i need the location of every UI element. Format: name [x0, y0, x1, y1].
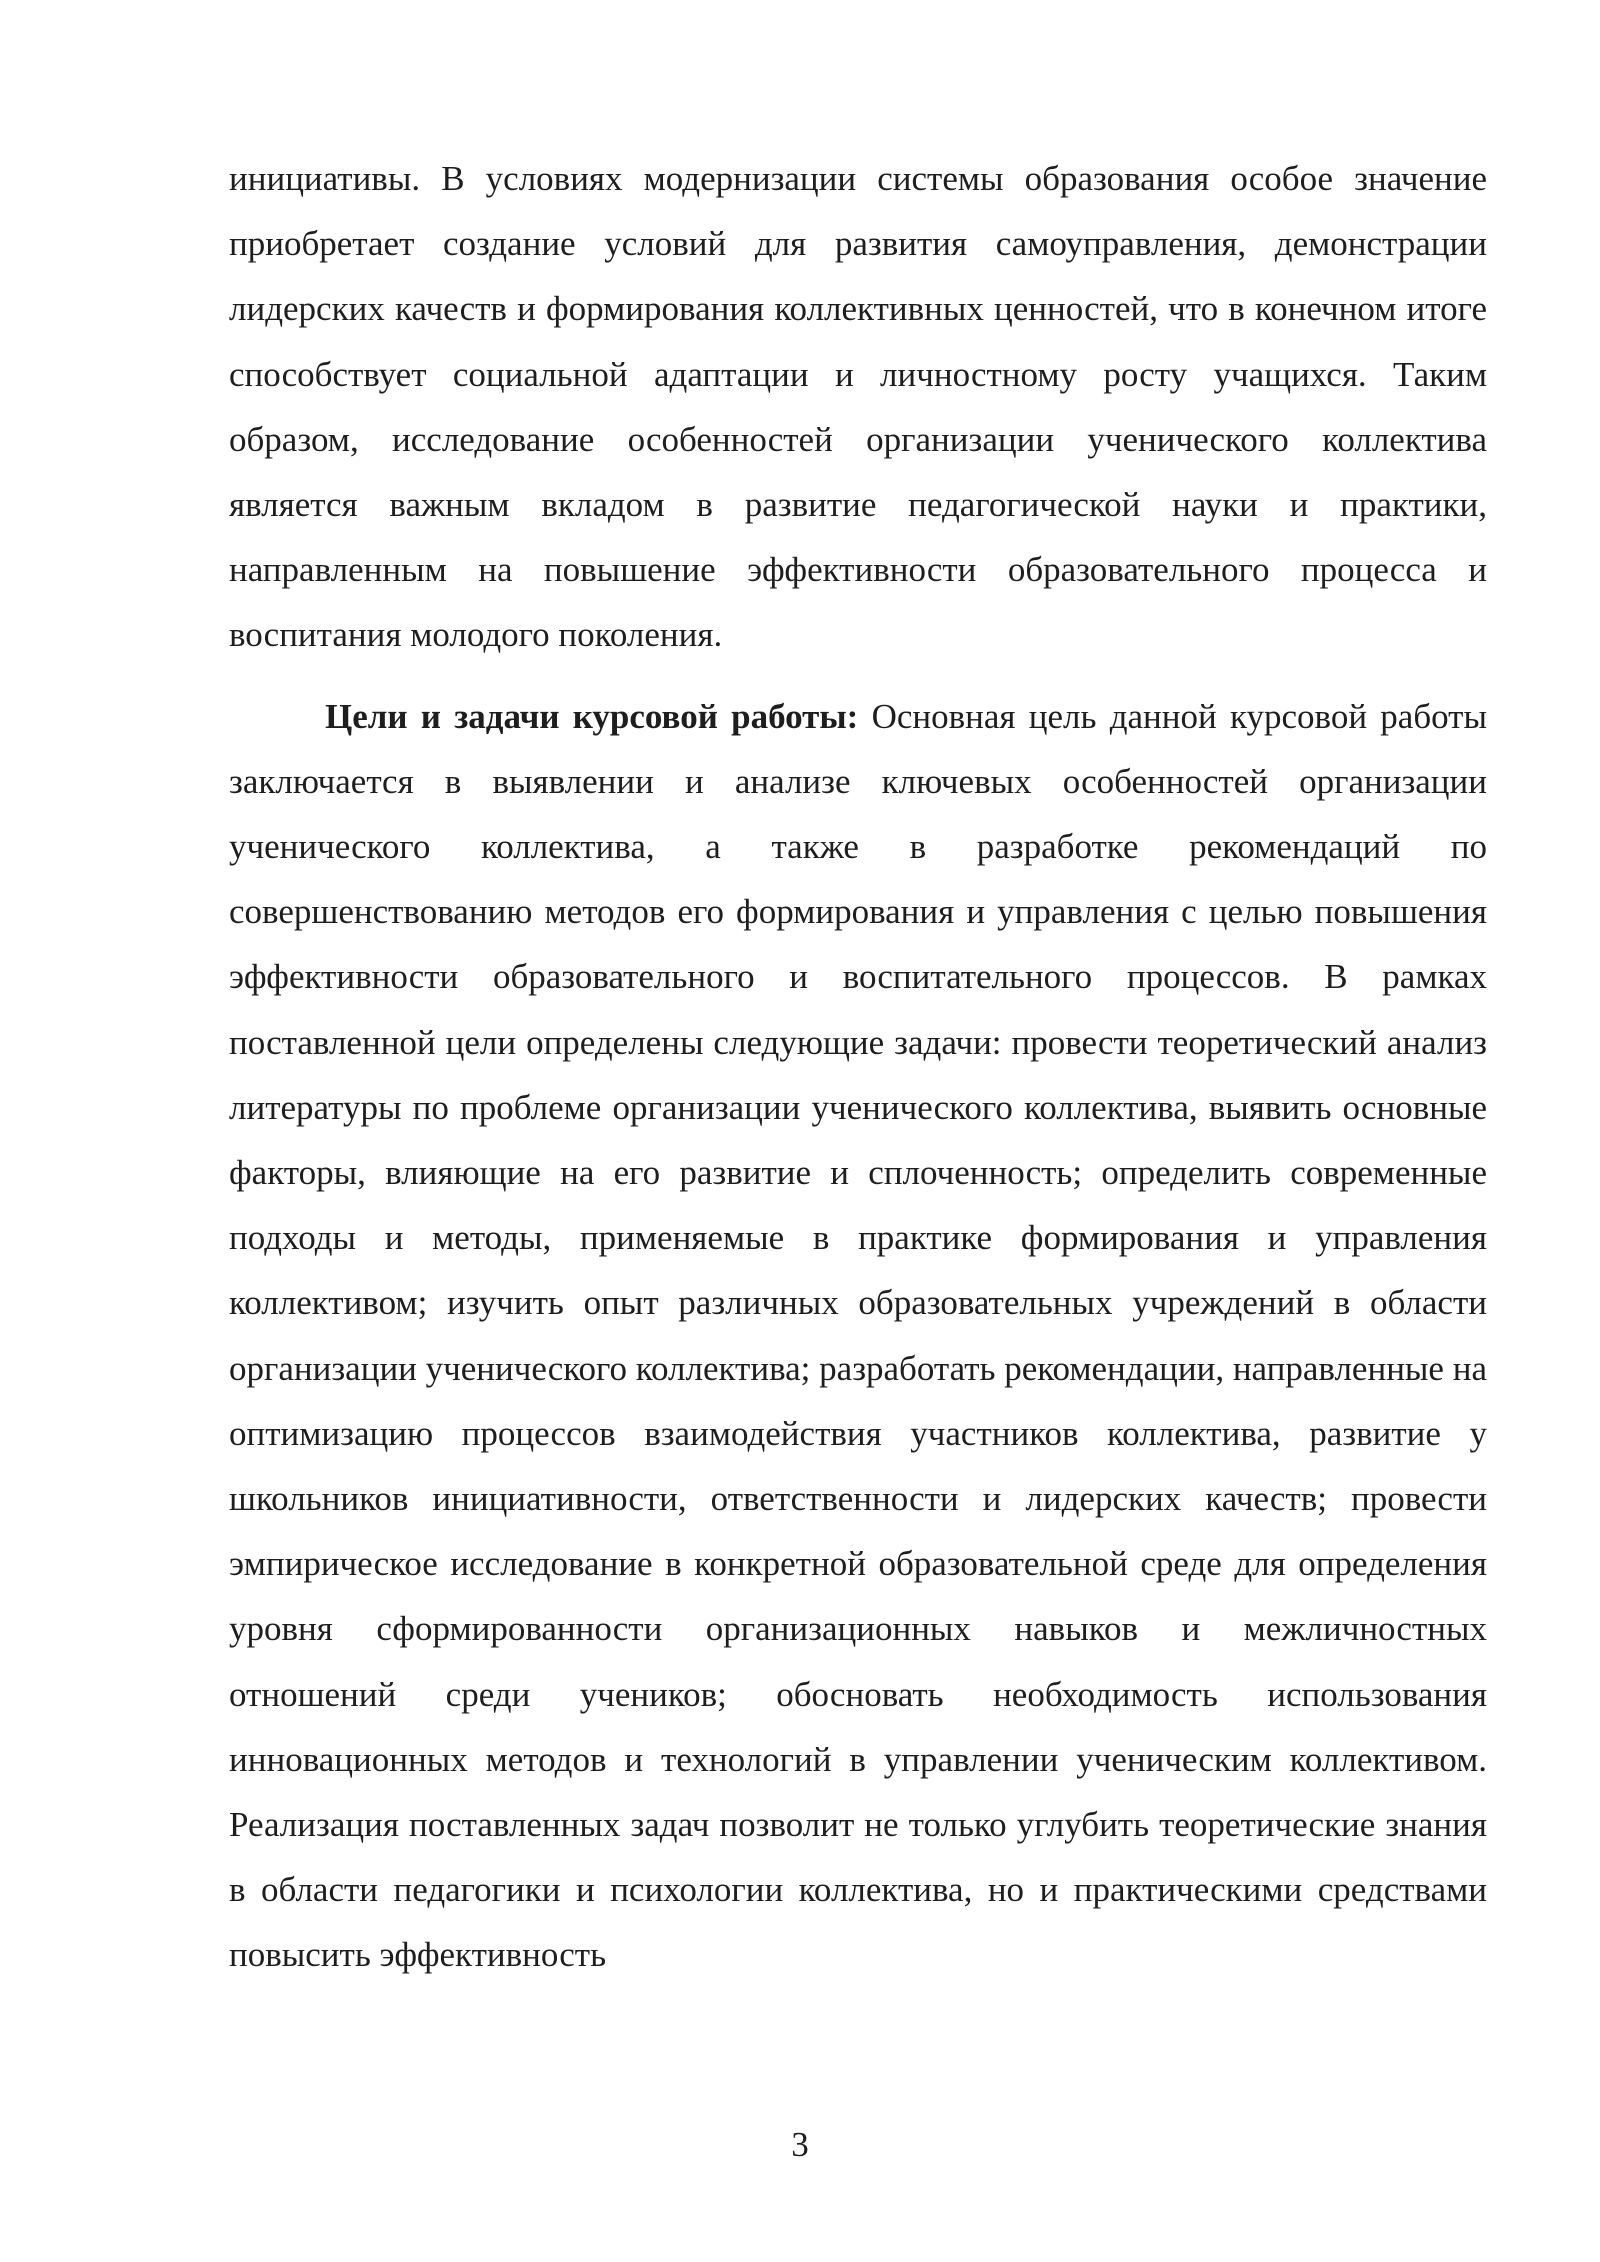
page-number: 3 [791, 2125, 809, 2164]
goals-body-text: Основная цель данной курсовой работы заключается в выявлении и анализе ключевых особенностей организации ученического коллектива, а также в разработке рекомендаций по совершенствованию методов его формирования и управления с целью повышения эффективности образовательного и воспитательного процессов. В рамках поставленной цели определены следующие задачи: провести теоретический анализ литературы по проблеме организации ученического коллектива, выявить основные факторы, влияющие на его развитие и сплоченность; определить современные подходы и методы, применяемые в практике формирования и управления коллективом; изучить опыт различных образовательных учреждений в области организации ученического коллектива; разработать рекомендации, направленные на оптимизацию процессов взаимодействия участников коллектива, развитие у школьников инициативности, ответственности и лидерских качеств; провести эмпирическое исследование в конкретной образовательной среде для определения уровня сформированности организационных навыков и межличностных отношений среди учеников; обосновать необходимость использования инновационных методов и технологий в управлении ученическим коллективом. Реализация поставленных задач позволит не только углубить теоретические знания в области педагогики и психологии коллектива, но и практическими средствами повысить эффективность [229, 696, 1487, 1975]
body-text [229, 146, 1487, 1988]
paragraph-goals-and-tasks [229, 684, 1487, 1988]
goals-heading: Цели и задачи курсовой работы: [325, 696, 859, 736]
paragraph-intro-continuation: инициативы. В условиях модернизации системы образования особое значение приобретает создание условий для развития самоуправления, демонстрации лидерских качеств и формирования коллективных ценностей, что в конечном итоге способствует социальной адаптации и личностному росту учащихся. Таким образом, исследование особенностей организации ученического коллектива является важным вкладом в развитие педагогической науки и практики, направленным на повышение эффективности образовательного процесса и воспитания молодого поколения. [229, 159, 1487, 655]
